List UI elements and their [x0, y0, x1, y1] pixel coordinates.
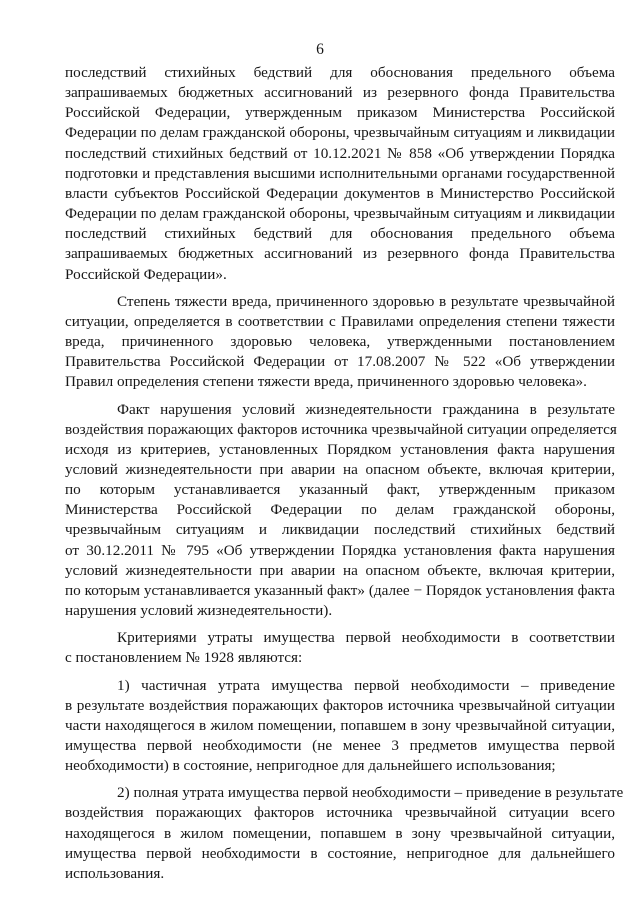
text-line: последствий стихийных бедствий для обоснования предельного объема	[65, 64, 615, 81]
page-number: 6	[316, 41, 324, 58]
text-line: необходимости) в состояние, непригодное для дальнейшего использования;	[65, 757, 556, 775]
document-body	[65, 63, 624, 884]
text-line: исходя из критериев, установленных Порядком установления факта нарушения	[65, 440, 615, 458]
paragraph-continuation	[65, 63, 615, 285]
text-line: находящегося в жилом помещении, попавшем в зону чрезвычайной ситуации,	[65, 824, 615, 842]
text-line: воздействия поражающих факторов источника чрезвычайной ситуации определяется	[65, 420, 617, 438]
text-line: условий жизнедеятельности при аварии на опасном объекте, включая критерии,	[65, 460, 615, 478]
text-line: 1) частичная утрата имущества первой необходимости – приведение	[117, 676, 615, 694]
text-line: власти субъектов Российской Федерации документов в Министерство Российской	[65, 184, 615, 202]
text-line: в результате воздействия поражающих факторов источника чрезвычайной ситуации	[65, 696, 615, 714]
text-line: запрашиваемых бюджетных ассигнований из резервного фонда Правительства	[65, 84, 615, 102]
text-line: подготовки и представления высшими исполнительными органами государственной	[65, 164, 615, 182]
text-line: Федерации по делам гражданской обороны, чрезвычайным ситуациям и ликвидации	[65, 124, 615, 142]
text-line: воздействия поражающих факторов источника чрезвычайной ситуации всего	[65, 804, 615, 822]
text-line: по которым устанавливается указанный факт, утвержденным приказом	[65, 481, 615, 499]
text-line: имущества первой необходимости (не менее 3 предметов имущества первой	[65, 737, 615, 754]
list-item-partial-loss	[65, 676, 615, 777]
text-line: условий жизнедеятельности при аварии на опасном объекте, включая критерии,	[65, 561, 615, 579]
text-line: нарушения условий жизнедеятельности).	[65, 602, 333, 620]
text-line: вреда, причиненного здоровью человека, утвержденными постановлением	[65, 333, 615, 351]
text-line: Российской Федерации, утвержденным приказом Министерства Российской	[65, 104, 615, 122]
text-line: запрашиваемых бюджетных ассигнований из резервного фонда Правительства	[65, 245, 615, 263]
text-line: использования.	[65, 864, 165, 882]
paragraph-living-conditions	[65, 400, 615, 622]
text-line: Министерства Российской Федерации по делам гражданской обороны,	[65, 501, 615, 519]
text-line: Факт нарушения условий жизнедеятельности гражданина в результате	[117, 400, 615, 418]
text-line: части находящегося в жилом помещении, попавшем в зону чрезвычайной ситуации,	[65, 716, 615, 734]
paragraph-harm-severity	[65, 292, 615, 393]
text-line: последствий стихийных бедствий от 10.12.2021 № 858 «Об утверждении Порядка	[65, 144, 615, 162]
text-line: с постановлением № 1928 являются:	[65, 649, 303, 667]
text-line: Правил определения степени тяжести вреда, причиненного здоровью человека».	[65, 373, 587, 391]
text-line: Российской Федерации».	[65, 265, 227, 283]
text-line: Правительства Российской Федерации от 17.08.2007 № 522 «Об утверждении	[65, 353, 615, 371]
list-item-full-loss	[65, 783, 624, 884]
text-line: чрезвычайным ситуациям и ликвидации последствий стихийных бедствий	[65, 521, 615, 539]
text-line: по которым устанавливается указанный факт» (далее − Порядок установления факта	[65, 581, 615, 599]
text-line: Федерации по делам гражданской обороны, чрезвычайным ситуациям и ликвидации	[65, 205, 615, 223]
text-line: последствий стихийных бедствий для обоснования предельного объема	[65, 225, 615, 243]
text-line: имущества первой необходимости в состояние, непригодное для дальнейшего	[65, 844, 615, 862]
text-line: ситуации, определяется в соответствии с Правилами определения степени тяжести	[65, 312, 615, 330]
paragraph-criteria-intro	[65, 628, 615, 668]
text-line: Степень тяжести вреда, причиненного здоровью в результате чрезвычайной	[117, 292, 615, 310]
text-line: Критериями утраты имущества первой необходимости в соответствии	[117, 629, 615, 647]
text-line: от 30.12.2011 № 795 «Об утверждении Порядка установления факта нарушения	[65, 541, 615, 559]
text-line: 2) полная утрата имущества первой необходимости – приведение в результате	[117, 784, 624, 802]
